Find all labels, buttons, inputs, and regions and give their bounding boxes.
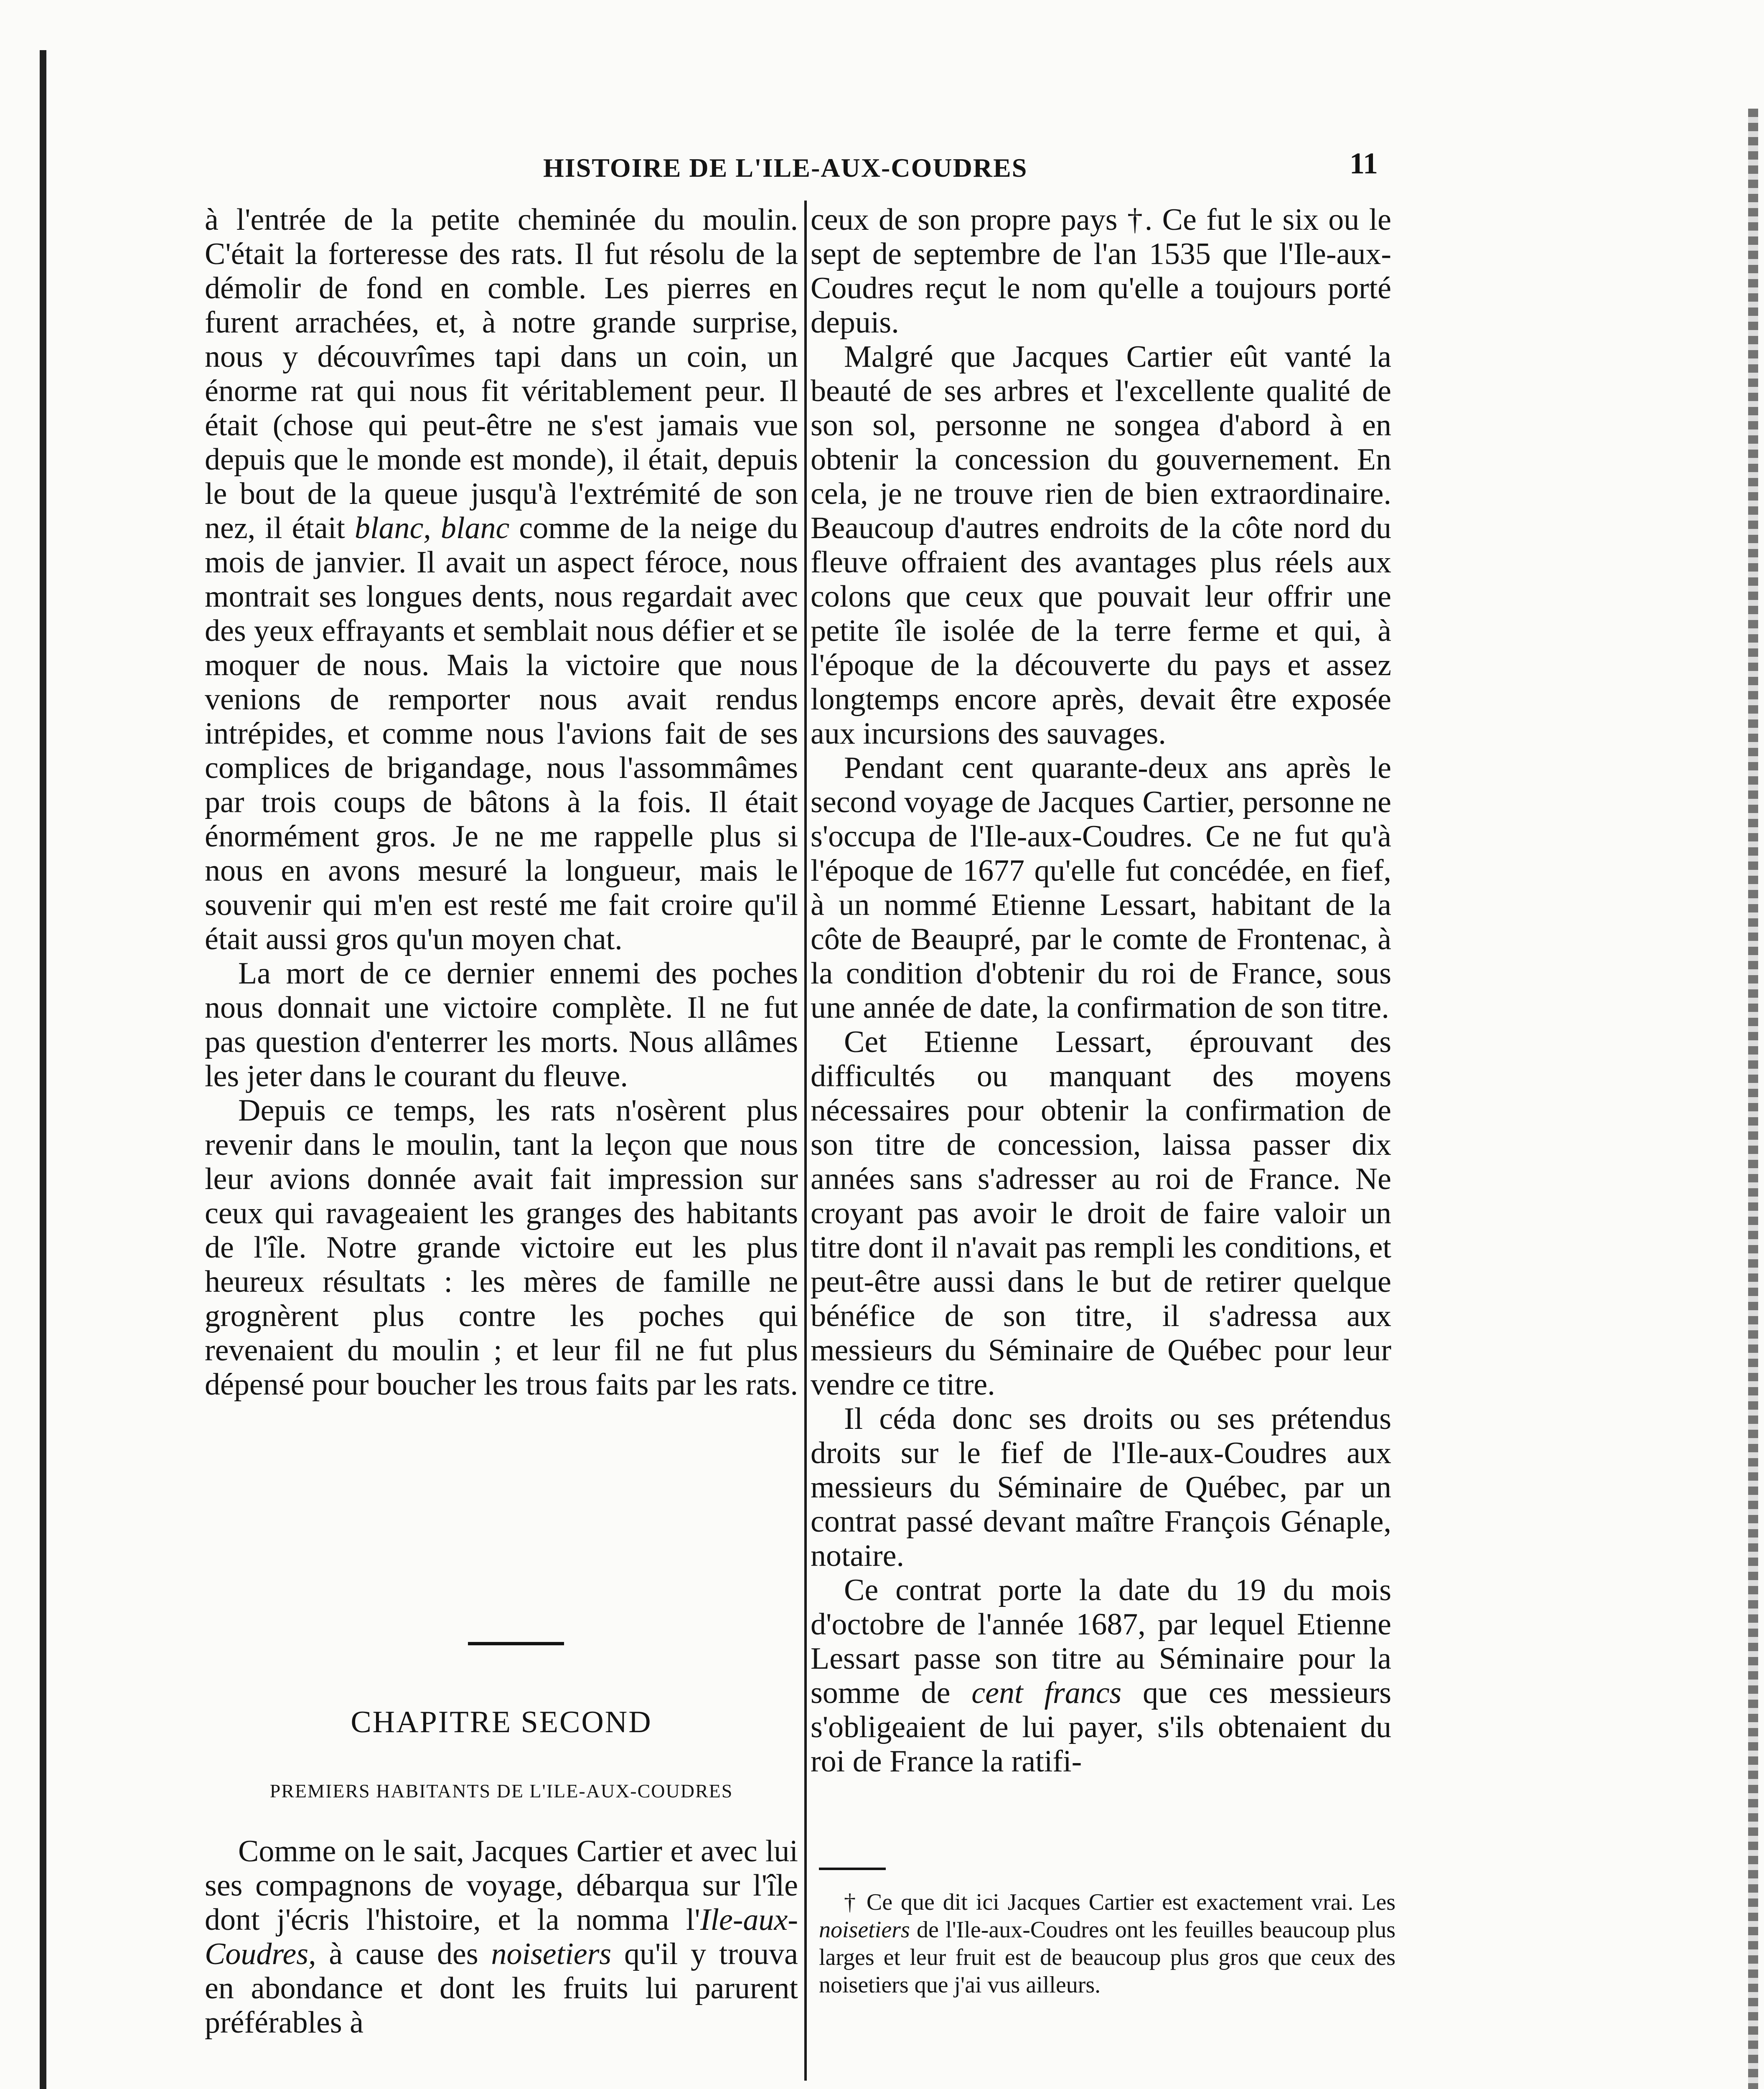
text-run: Pendant cent quarante-deux ans après le second voyage de Jacques Cartier, personne ne s'occupa de l'Ile-aux-Coudres. Ce ne fut qu'à l'époque de 1677 qu'elle fut concédée, en fief, à un nommé Etienne Lessart, habitant de la côte de Beaupré, par le comte de Frontenac, à la condition d'obtenir du roi de France, sous une année de date, la confirmation de son titre. [811,751,1391,1025]
chapter-subtitle: PREMIERS HABITANTS DE L'ILE-AUX-COUDRES [269,1780,733,1802]
paragraph [205,203,798,956]
italic-text: Ile-aux-Coudres, [205,1903,798,1971]
italic-text: blanc, blanc [354,511,510,545]
left-column [205,203,798,1402]
paragraph [205,1834,798,2040]
text-run: Ce contrat porte la date du 19 du mois d'octobre de l'année 1687, par lequel Etienne Lessart passe son titre au Séminaire pour la somme de [811,1573,1391,1710]
text-run: de l'Ile-aux-Coudres ont les feuilles beaucoup plus larges et leur fruit est de beaucoup plus gros que ceux des noisetiers que j'ai vus ailleurs. [819,1917,1395,1998]
page-binding-edge [40,50,46,2089]
footnote-rule [819,1868,886,1870]
text-run: † Ce que dit ici Jacques Cartier est exactement vrai. Les [844,1889,1395,1915]
paragraph [811,1025,1391,1402]
footnote-text [819,1888,1395,1999]
text-run: Depuis ce temps, les rats n'osèrent plus revenir dans le moulin, tant la leçon que nous leur avions donnée avait fait impression sur ceux qui ravageaient les granges des habitants de l'île. Notre grande victoire eut les plus heureux résultats : les mères de famille ne grognèrent plus contre les poches qui revenaient du moulin ; et leur fil ne fut plus dépensé pour boucher les trous faits par les rats. [205,1093,798,1402]
column-divider [804,201,807,2081]
paragraph [811,751,1391,1025]
section-ornament-rule [468,1642,564,1645]
italic-text: noisetiers [491,1937,612,1971]
text-run: comme de la neige du mois de janvier. Il avait un aspect féroce, nous montrait ses longues dents, nous regardait avec des yeux effrayants et semblait nous défier et se moquer de nous. Mais la victoire que nous venions de remporter nous avait rendus intrépides, et comme nous l'avions fait de ses complices de brigandage, nous l'assommâmes par trois coups de bâtons à la fois. Il était énormément gros. Je ne me rappelle plus si nous en avons mesuré la longueur, mais le souvenir qui m'en est resté me fait croire qu'il était aussi gros qu'un moyen chat. [205,511,798,956]
text-run: La mort de ce dernier ennemi des poches nous donnait une victoire complète. Il ne fut pas question d'enterrer les morts. Nous allâmes les jeter dans le courant du fleuve. [205,956,798,1093]
italic-text: cent francs [971,1676,1122,1710]
text-run: Comme on le sait, Jacques Cartier et avec lui ses compagnons de voyage, débarqua sur l'île dont j'écris l'histoire, et la nomma l' [205,1834,798,1937]
text-run: qu'il y trouva en abondance et dont les fruits lui parurent préférables à [205,1937,798,2040]
paragraph [811,1402,1391,1573]
running-title: HISTOIRE DE L'ILE-AUX-COUDRES [543,153,1028,183]
text-run: ceux de son propre pays †. Ce fut le six ou le sept de septembre de l'an 1535 que l'Ile-aux-Coudres reçut le nom qu'elle a toujours porté depuis. [811,203,1391,340]
left-column-bottom [205,1834,798,2040]
text-run: Cet Etienne Lessart, éprouvant des difficultés ou manquant des moyens nécessaires pour obtenir la confirmation de son titre de concession, laissa passer dix années sans s'adresser au roi de France. Ne croyant pas avoir le droit de faire valoir un titre dont il n'avait pas rempli les conditions, et peut-être aussi dans le but de retirer quelque bénéfice de son titre, il s'adressa aux messieurs du Séminaire de Québec pour leur vendre ce titre. [811,1025,1391,1402]
paragraph [811,340,1391,751]
paragraph [205,956,798,1093]
footnote [819,1888,1395,1999]
chapter-title: CHAPITRE SECOND [351,1705,652,1739]
text-run: que ces messieurs s'obligeaient de lui payer, s'ils obtenaient du roi de France la ratifi- [811,1676,1391,1779]
paragraph [811,203,1391,340]
paragraph [205,1093,798,1402]
text-run: Il céda donc ses droits ou ses prétendus droits sur le fief de l'Ile-aux-Coudres aux messieurs du Séminaire de Québec, par un contrat passé devant maître François Génaple, notaire. [811,1402,1391,1573]
right-column [811,203,1391,1779]
page-scan-edge [1748,109,1758,2089]
text-run: Malgré que Jacques Cartier eût vanté la beauté de ses arbres et l'excellente qualité de son sol, personne ne songea d'abord à en obtenir la concession du gouvernement. En cela, je ne trouve rien de bien extraordinaire. Beaucoup d'autres endroits de la côte nord du fleuve offraient des avantages plus réels aux colons que ceux que pouvait leur offrir une petite île isolée de la terre ferme et qui, à l'époque de la découverte du pays et assez longtemps encore après, devait être exposée aux incursions des sauvages. [811,340,1391,751]
paragraph [811,1573,1391,1779]
text-run: à l'entrée de la petite cheminée du moulin. C'était la forteresse des rats. Il fut résolu de la démolir de fond en comble. Les pierres en furent arrachées, et, à notre grande surprise, nous y découvrîmes tapi dans un coin, un énorme rat qui nous fit véritablement peur. Il était (chose qui peut-être ne s'est jamais vue depuis que le monde est monde), il était, depuis le bout de la queue jusqu'à l'extrémité de son nez, il était [205,203,798,545]
italic-text: noisetiers [819,1917,910,1943]
page-number: 11 [1350,147,1378,180]
text-run: à cause des [316,1937,491,1971]
